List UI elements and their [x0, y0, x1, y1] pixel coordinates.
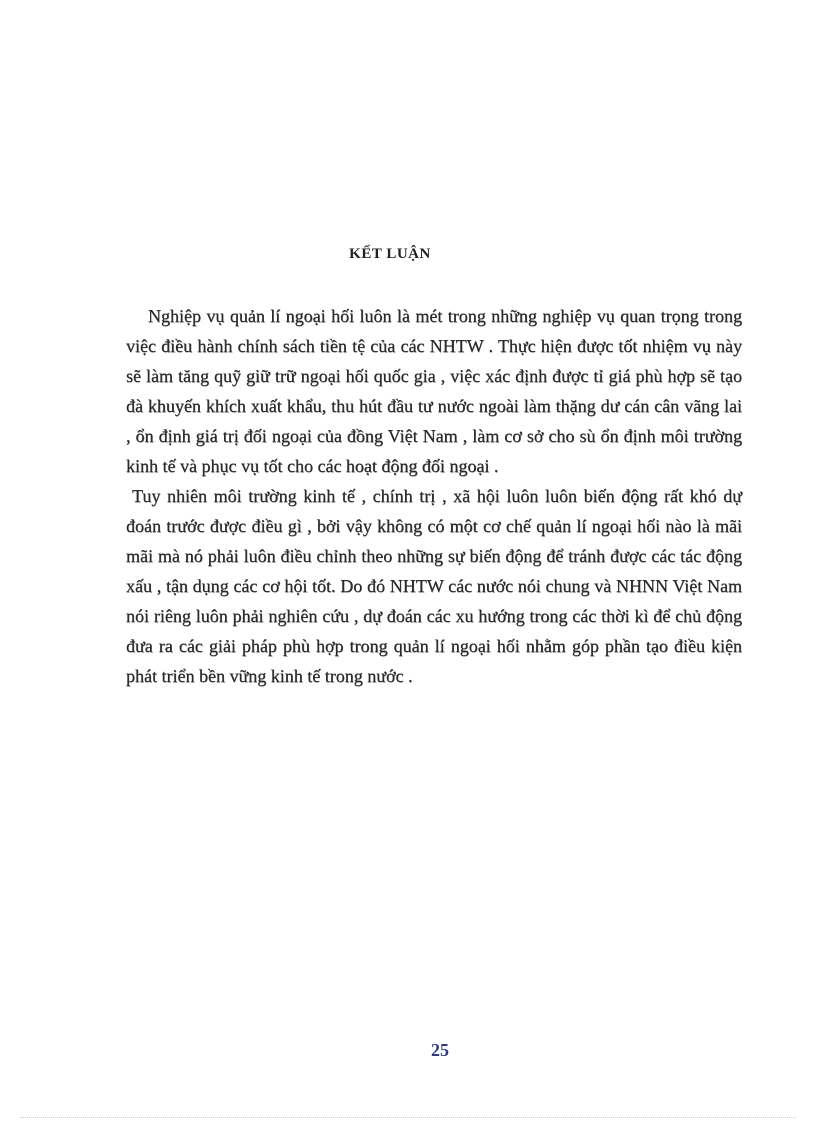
paragraph-2: Tuy nhiên môi trường kinh tế , chính trị , xã hội luôn luôn biến động rất khó dự đoán trước được điều gì , bởi vậy không có một cơ chế quản lí ngoại hối nào là mãi mãi mà nó phải luôn điều chỉnh theo những sự biến động để tránh được các tác động xấu , tận dụng các cơ hội tốt. Do đó NHTW các nước nói chung và NHNN Việt Nam nói riêng luôn phải nghiên cứu , dự đoán các xu hướng trong các thời kì để chủ động đưa ra các giải pháp phù hợp trong quản lí ngoại hối nhằm góp phần tạo điều kiện phát triển bền vững kinh tế trong nước . [126, 486, 742, 686]
paragraph-1: Nghiệp vụ quản lí ngoại hối luôn là mét trong những nghiệp vụ quan trọng trong việc điều hành chính sách tiền tệ của các NHTW . Thực hiện được tốt nhiệm vụ này sẽ làm tăng quỹ giữ trữ ngoại hối quốc gia , việc xác định được tỉ giá phù hợp sẽ tạo đà khuyến khích xuất khẩu, thu hút đầu tư nước ngoài làm thặng dư cán cân vãng lai , ổn định giá trị đối ngoại của đồng Việt Nam , làm cơ sở cho sù ổn định môi trường kinh tế và phục vụ tốt cho các hoạt động đối ngoại . [126, 306, 742, 476]
body-text [126, 301, 742, 691]
page-number: 25 [431, 1040, 449, 1060]
page-title: KẾT LUẬN [349, 246, 431, 262]
bottom-divider [20, 1117, 796, 1118]
